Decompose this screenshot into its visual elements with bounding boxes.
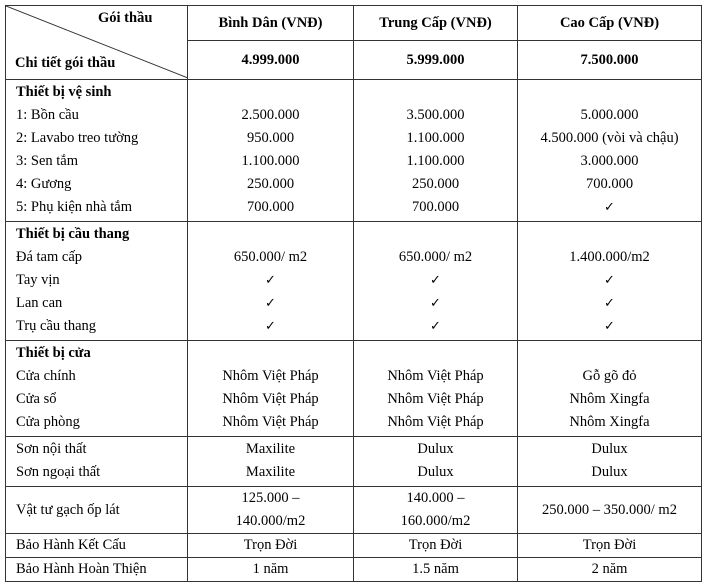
item-value: Trọn Đời: [408, 537, 463, 553]
item-value: 125.000 –: [241, 490, 300, 506]
section-bath-labels: [6, 80, 188, 222]
item-value: 3.500.000: [406, 107, 465, 123]
item-value: 650.000/ m2: [233, 249, 308, 265]
item-label: Cửa sổ: [16, 391, 57, 407]
tiles-basic-cell: [188, 487, 354, 534]
check-icon: ✓: [604, 319, 615, 334]
item-label: Bảo Hành Kết Cấu: [16, 537, 126, 553]
item-label: 3: Sen tắm: [16, 153, 79, 169]
item-label: Lan can: [16, 295, 63, 311]
check-icon: ✓: [430, 296, 441, 311]
package-name: Cao Cấp (VNĐ): [559, 15, 660, 31]
item-value: Nhôm Xingfa: [569, 391, 650, 407]
package-name: Trung Cấp (VNĐ): [379, 15, 492, 31]
item-label: Cửa chính: [16, 368, 76, 384]
section-stairs-row: [6, 222, 702, 341]
header-detail-label: Chi tiết gói thầu: [15, 55, 116, 71]
item-label: 4: Gương: [16, 176, 72, 192]
section-bath-row: [6, 80, 702, 222]
check-icon: ✓: [265, 273, 276, 288]
warranty-structure-row: [6, 534, 702, 558]
section-bath-basic: [188, 80, 354, 222]
item-label: Vật tư gạch ốp lát: [16, 502, 120, 518]
section-stairs-basic: [188, 222, 354, 341]
check-icon: ✓: [604, 296, 615, 311]
item-label: Cửa phòng: [16, 414, 80, 430]
item-value: 1.400.000/m2: [569, 249, 650, 265]
check-icon: ✓: [265, 319, 276, 334]
section-title: Thiết bị cửa: [16, 345, 91, 361]
check-icon: ✓: [430, 273, 441, 288]
item-value: Trọn Đời: [582, 537, 637, 553]
section-paint-basic: [188, 437, 354, 487]
check-icon: ✓: [604, 200, 615, 215]
item-label: Tay vịn: [16, 272, 60, 288]
item-label: 2: Lavabo treo tường: [16, 130, 139, 146]
tiles-mid-cell: [354, 487, 518, 534]
item-label: Sơn nội thất: [16, 441, 87, 457]
section-title: Thiết bị vệ sinh: [16, 84, 112, 100]
item-value: Nhôm Xingfa: [569, 414, 650, 430]
item-value: 5.000.000: [580, 107, 639, 123]
package-name: Bình Dân (VNĐ): [218, 15, 323, 31]
section-paint-premium: [518, 437, 702, 487]
section-doors-row: [6, 341, 702, 437]
section-title: Thiết bị cầu thang: [16, 226, 130, 242]
item-value: 140.000/m2: [235, 513, 306, 529]
item-value: 1.100.000: [241, 153, 300, 169]
check-icon: ✓: [604, 273, 615, 288]
item-label: Đá tam cấp: [16, 249, 83, 265]
tiles-premium-cell: [518, 487, 702, 534]
section-doors-labels: [6, 341, 188, 437]
package-mid-header: [354, 6, 518, 80]
item-label: 1: Bồn cầu: [16, 107, 79, 123]
item-value: 250.000: [246, 176, 295, 192]
item-label: Trụ cầu thang: [16, 318, 97, 334]
package-premium-header: [518, 6, 702, 80]
item-value: Nhôm Việt Pháp: [387, 414, 484, 430]
package-basic-header: [188, 6, 354, 80]
item-value: 700.000: [411, 199, 460, 215]
section-stairs-labels: [6, 222, 188, 341]
header-corner-cell: [6, 6, 188, 80]
item-value: 950.000: [246, 130, 295, 146]
item-value: Nhôm Việt Pháp: [387, 368, 484, 384]
item-value: Maxilite: [245, 441, 296, 457]
package-price: 7.500.000: [518, 40, 701, 79]
item-value: 160.000/m2: [400, 513, 471, 529]
item-value: 250.000: [411, 176, 460, 192]
item-value: 1.100.000: [406, 130, 465, 146]
item-value: 3.000.000: [580, 153, 639, 169]
item-label: 5: Phụ kiện nhà tắm: [16, 199, 132, 215]
section-bath-mid: [354, 80, 518, 222]
check-icon: ✓: [430, 319, 441, 334]
item-label: Bảo Hành Hoàn Thiện: [16, 561, 147, 577]
item-value: 2 năm: [591, 561, 628, 577]
item-value: 1 năm: [252, 561, 289, 577]
table-header-row: [6, 6, 702, 80]
item-value: Dulux: [591, 441, 628, 457]
item-value: 650.000/ m2: [398, 249, 473, 265]
item-value: Dulux: [417, 464, 454, 480]
item-value: Trọn Đời: [243, 537, 298, 553]
item-label: Sơn ngoại thất: [16, 464, 101, 480]
warranty-finish-row: [6, 558, 702, 582]
item-value: Dulux: [417, 441, 454, 457]
section-paint-mid: [354, 437, 518, 487]
item-value: 1.5 năm: [412, 561, 459, 577]
item-value: 700.000: [585, 176, 634, 192]
package-price: 4.999.000: [188, 40, 353, 79]
item-value: Nhôm Việt Pháp: [387, 391, 484, 407]
section-tiles-row: [6, 487, 702, 534]
item-value: 700.000: [246, 199, 295, 215]
tiles-label-cell: [6, 487, 188, 534]
header-package-label: Gói thầu: [98, 10, 153, 26]
item-value: Nhôm Việt Pháp: [222, 391, 319, 407]
section-stairs-mid: [354, 222, 518, 341]
section-doors-premium: [518, 341, 702, 437]
item-value: 1.100.000: [406, 153, 465, 169]
item-value: Dulux: [591, 464, 628, 480]
section-bath-premium: [518, 80, 702, 222]
item-value: Maxilite: [245, 464, 296, 480]
item-value: 2.500.000: [241, 107, 300, 123]
section-paint-labels: [6, 437, 188, 487]
package-price-table: [5, 5, 702, 582]
item-value: 250.000 – 350.000/ m2: [542, 502, 677, 518]
section-doors-mid: [354, 341, 518, 437]
item-value: Nhôm Việt Pháp: [222, 414, 319, 430]
price-table-document: [5, 5, 702, 582]
package-price: 5.999.000: [354, 40, 517, 79]
check-icon: ✓: [265, 296, 276, 311]
section-paint-row: [6, 437, 702, 487]
item-value: Gỗ gõ đỏ: [582, 368, 637, 384]
item-value: 140.000 –: [406, 490, 465, 506]
section-stairs-premium: [518, 222, 702, 341]
item-value: Nhôm Việt Pháp: [222, 368, 319, 384]
item-value: 4.500.000 (vòi và chậu): [540, 130, 679, 146]
section-doors-basic: [188, 341, 354, 437]
